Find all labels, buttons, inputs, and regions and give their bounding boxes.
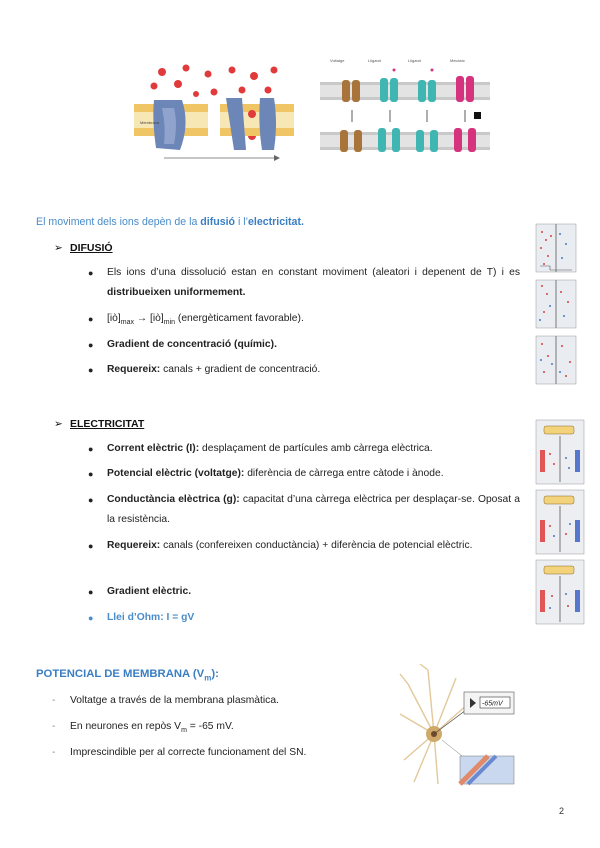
bullet-text [107,309,520,333]
electricitat-bullet-1 [88,439,520,459]
svg-text:Mecànic: Mecànic [450,58,465,63]
ion-channel-membrane-figure [134,64,294,164]
bullet-dot-icon: ● [88,495,94,505]
bullet-text [107,335,520,355]
bullet-dot-icon: ● [88,587,94,597]
bullet-text-bold: Gradient de concentració (químic). [107,339,277,350]
bullet-dot-icon: ● [88,541,94,551]
difusio-heading-text: DIFUSIÓ [70,242,113,254]
diffusion-svg [532,222,580,390]
electricitat-bullet-ohm [88,608,520,628]
electricity-panels-figure [532,418,588,630]
difusio-bullet-1 [88,263,520,303]
difusio-arrow-icon: ➢ [54,242,63,254]
gating-svg [312,56,492,158]
bullet-dot-icon: ● [88,365,94,375]
bullet-dot-icon: ● [88,314,94,324]
svg-text:Lligand: Lligand [408,58,421,63]
channel-gating-types-figure [312,56,492,158]
intro-pre: El moviment dels ions depèn de la [36,216,201,228]
bullet-text-bold: Conductància elèctrica (g): [107,494,240,505]
vm-sub: m [181,727,187,735]
electricitat-heading-text: ELECTRICITAT [70,418,145,430]
potencial-item-text: Imprescindible per al correcte funcionament del SN. [70,747,307,758]
electricitat-heading [54,418,144,430]
bullet-text-bold: distribueixen uniformement. [107,287,246,298]
potencial-title-end: ): [211,668,219,680]
svg-text:Membrana: Membrana [140,120,160,125]
bullet-text-bold: Requereix: [107,364,161,375]
difusio-heading [54,242,113,254]
bullet-text [107,464,520,484]
dash-marker: - [52,747,56,758]
electricitat-bullet-4 [88,536,520,556]
dash-marker: - [52,695,56,706]
ohm-law-text: Llei d’Ohm: I = gV [107,612,195,623]
bullet-dot-icon: ● [88,444,94,454]
bullet-text-bold: Potencial elèctric (voltatge): [107,468,245,479]
voltmeter-readout: -65mV [482,700,503,708]
bullet-text [107,360,520,380]
bullet-text-post: capacitat d’una càrrega elèctrica per desplaçar-se. Oposat a la resistència. [107,494,520,525]
intro-bold-electricitat: electricitat. [247,216,304,228]
electricity-svg [532,418,588,630]
bullet-text-pre: Els ions d’una dissolució estan en constant moviment (aleatori i depenent de T) i es [107,267,520,278]
bullet-text [107,490,520,530]
sub-min: min [163,319,176,327]
bullet-text [107,439,520,459]
dash-marker: - [52,721,56,732]
bullet-text [107,536,520,556]
potencial-item-1 [52,695,279,706]
ion-channel-svg [134,64,294,164]
ion-min: → [iò] [133,313,164,324]
bullet-text [107,582,520,602]
potencial-title-main: POTENCIAL DE MEMBRANA (V [36,668,205,680]
bullet-dot-icon: ● [88,469,94,479]
potencial-title-sub: m [204,673,212,683]
diffusion-panels-figure [532,222,580,390]
difusio-bullet-2 [88,309,520,333]
electricitat-arrow-icon: ➢ [54,418,63,430]
svg-text:Voltatge: Voltatge [330,58,345,63]
bullet-text [107,263,520,303]
bullet-dot-icon: ● [88,340,94,350]
potencial-item-text: En neurones en repòs V [70,721,182,732]
potencial-item-3 [52,747,306,758]
sub-max: max [120,319,134,327]
potencial-membrana-title [36,668,219,682]
bullet-dot-icon: ● [88,268,94,278]
difusio-bullet-4 [88,360,520,380]
bullet-text-post: diferència de càrrega entre càtode i ànode. [244,468,444,479]
potencial-item-post: = -65 mV. [186,721,234,732]
bullet-text [107,608,520,628]
difusio-bullet-3 [88,335,520,355]
electricitat-bullet-2 [88,464,520,484]
intro-bold-difusio: difusió [200,216,236,228]
electricitat-bullet-3 [88,490,520,530]
intro-sentence [36,216,304,228]
potencial-item-text: Voltatge a través de la membrana plasmàtica. [70,695,279,706]
bullet-text-post: canals (confereixen conductància) + diferència de potencial elèctric. [160,540,473,551]
bullet-text-bold: Requereix: [107,540,161,551]
bullet-text-bold: Gradient elèctric. [107,586,192,597]
potencial-item-2 [52,721,234,734]
page-number: 2 [559,806,565,816]
bullet-text-post: desplaçament de partícules amb càrrega elèctrica. [199,443,433,454]
electricitat-bullet-5 [88,582,520,602]
neuron-voltmeter-figure [398,664,516,786]
bullet-text-bold: Corrent elèctric (I): [107,443,200,454]
ion-max: [iò] [107,313,121,324]
intro-mid: i l’ [235,216,248,228]
neuron-svg [398,664,516,786]
bullet-text-post: (energèticament favorable). [175,313,304,324]
bullet-text-post: canals + gradient de concentració. [160,364,321,375]
svg-text:Lligand: Lligand [368,58,381,63]
bullet-dot-icon: ● [88,613,94,623]
